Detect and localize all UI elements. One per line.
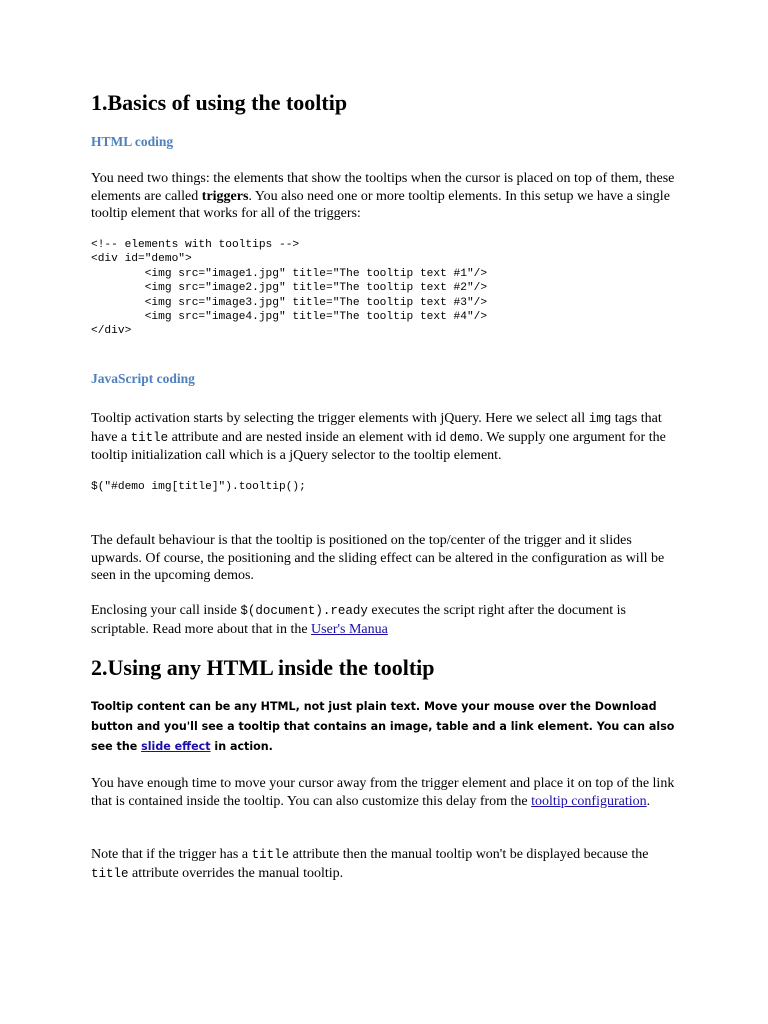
- activation-text-1: Tooltip activation starts by selecting the trigger elements with jQuery. Here we select all: [91, 411, 589, 426]
- enclosing-text-2: executes the script right after the document is scriptable. Read more about that in the: [91, 603, 626, 637]
- title-code-1: title: [251, 848, 290, 862]
- img-code: img: [588, 412, 612, 426]
- activation-text-2: tags that have a: [91, 411, 662, 445]
- title-code: title: [130, 430, 169, 445]
- html-code-block: <!-- elements with tooltips --> <div id="demo"> <img src="image1.jpg" title="The tooltip text #1"/> <img src="image2.jpg" title="The tooltip text #2"/> <img src="image3.jpg" title="The tooltip text #3"/> <img src="image4.jpg" title="The tooltip text #4"/> </div>: [91, 239, 488, 338]
- default-behaviour-paragraph: The default behaviour is that the tooltip is positioned on the top/center of the trigger and it slides upwards. Of course, the positioning and the sliding effect can be altered in the configuration as will be seen in the upcoming demos.: [91, 533, 665, 583]
- enough-time-paragraph: [91, 775, 679, 810]
- note-text-1: Note that if the trigger has a: [91, 847, 252, 862]
- javascript-coding-heading: JavaScript coding: [91, 371, 195, 386]
- intro-text-2: . You also need one or more tooltip elements. In this setup we have a single tooltip element that works for all of the triggers:: [91, 188, 670, 221]
- note-paragraph: [91, 846, 679, 883]
- time-text-1: You have enough time to move your cursor away from the trigger element and place it on top of the link that is contained inside the tooltip. You can also customize this delay from the: [91, 776, 675, 809]
- intro-paragraph: [91, 170, 679, 223]
- note-text-3: attribute overrides the manual tooltip.: [128, 865, 344, 881]
- activation-paragraph: [91, 410, 679, 465]
- section1-title: 1.Basics of using the tooltip: [91, 90, 348, 115]
- time-text-2: .: [646, 793, 651, 809]
- enclosing-text-1: Enclosing your call inside: [91, 603, 241, 618]
- intro-text-1: You need two things: the elements that show the tooltips when the cursor is placed on top of them, these elements are called: [91, 171, 675, 204]
- slide-effect-link[interactable]: slide effect: [141, 740, 211, 753]
- content-text-2: in action.: [210, 740, 273, 753]
- activation-text-3: attribute and are nested inside an element with id: [168, 429, 450, 445]
- tooltip-configuration-link[interactable]: tooltip configuration: [531, 793, 647, 809]
- content-text-1: Tooltip content can be any HTML, not just plain text. Move your mouse over the Download button and you'll see a tooltip that contains an image, table and a link element. You can also see the: [91, 700, 675, 753]
- users-manual-link[interactable]: User's Manua: [311, 621, 388, 637]
- demo-code: demo: [449, 430, 480, 445]
- document-ready-code: $(document).ready: [240, 604, 368, 618]
- js-code-block: $("#demo img[title]").tooltip();: [91, 481, 306, 493]
- note-text-2: attribute then the manual tooltip won't be displayed because the: [289, 847, 649, 862]
- enclosing-paragraph: [91, 602, 679, 638]
- triggers-term: triggers: [201, 188, 249, 204]
- section2-title: 2.Using any HTML inside the tooltip: [91, 655, 435, 680]
- title-code-2: title: [91, 866, 129, 881]
- tooltip-content-paragraph: [91, 697, 676, 757]
- activation-text-4: . We supply one argument for the tooltip initialization call which is a jQuery selector to the tooltip element.: [91, 429, 666, 463]
- html-coding-heading: HTML coding: [91, 134, 174, 149]
